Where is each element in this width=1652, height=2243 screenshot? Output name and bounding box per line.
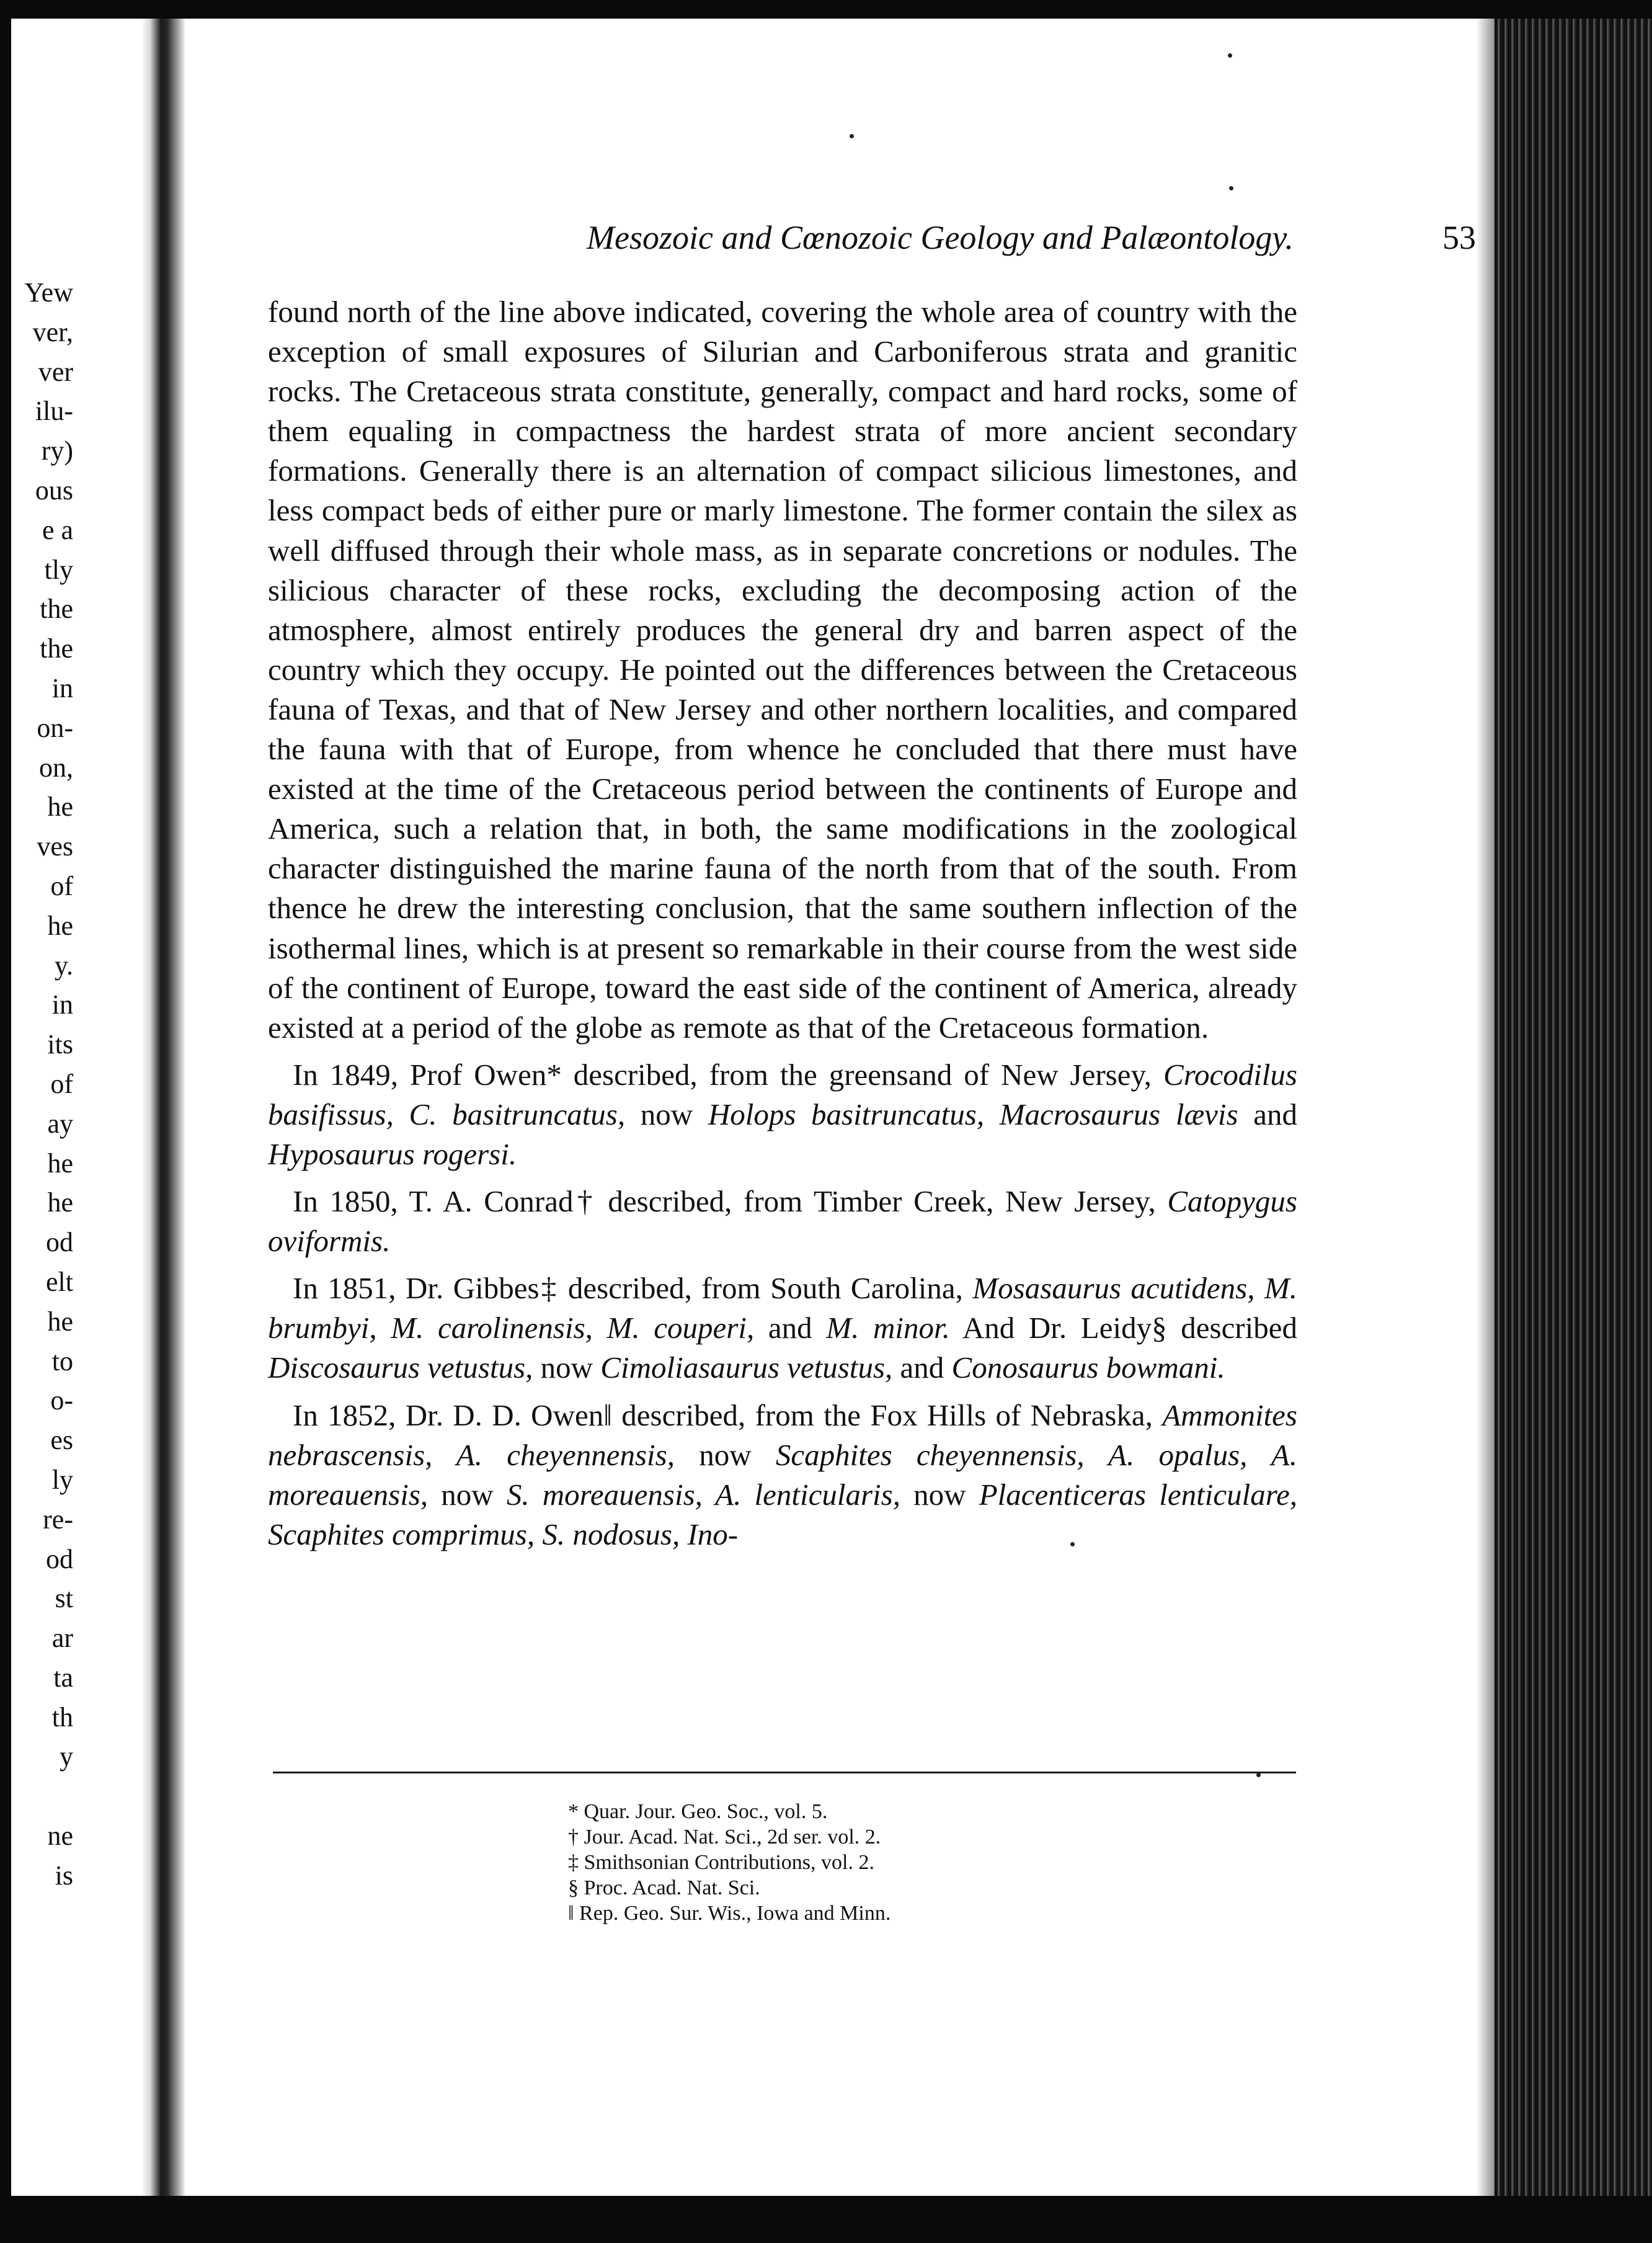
fragment-line: elt [46, 1266, 73, 1297]
species-name: Mosasaurus acutidens, M. brumbyi, M. carolinensis, M. couperi, [268, 1271, 1297, 1345]
fragment-line: ous [35, 475, 73, 506]
footnotes [568, 1799, 1312, 1926]
fragment-line: od [46, 1543, 73, 1574]
text-run: now [625, 1097, 708, 1131]
footnote: † Jour. Acad. Nat. Sci., 2d ser. vol. 2. [568, 1826, 881, 1848]
species-name: Placenticeras lenticulare, Scaphites comprimus, S. nodosus, Ino- [268, 1477, 1297, 1551]
footnote: § Proc. Acad. Nat. Sci. [568, 1876, 760, 1899]
paragraph [268, 1396, 1297, 1554]
text-run: In 1850, T. A. Conrad† described, from Timber Creek, New Jersey, [293, 1184, 1168, 1219]
fragment-line: y. [54, 950, 73, 981]
paragraph [268, 1182, 1297, 1261]
scan-speck [1228, 53, 1232, 58]
fragment-line: ta [53, 1662, 73, 1693]
fragment-line: the [40, 594, 73, 625]
scan-speck [1229, 186, 1233, 190]
text-run: now [533, 1350, 601, 1385]
species-name: M. minor. [826, 1311, 950, 1345]
fragment-line: od [46, 1227, 73, 1258]
text-run: found north of the line above indicated, covering the whole area of country with the exception of small exposures of Silurian and Carboniferous strata and granitic rocks. The Cretaceous strata constitute, generally, compact and hard rocks, some of them equaling in compactness the hardest strata of more ancient secondary formations. Generally there is an alternation of compact silicious limestones, and less compact beds of either pure or marly limestone. The former contain the silex as well diffused through their whole mass, as in separate concretions or nodules. The silicious character of these rocks, excluding the decomposing action of the atmosphere, almost entirely produces the general dry and barren aspect of the country which they occupy. He pointed out the differences between the Cretaceous fauna of Texas, and that of New Jersey and other northern localities, and compared the fauna with that of Europe, from whence he concluded that there must have existed at the time of the Cretaceous period between the continents of Europe and America, such a relation that, in both, the same modifications in the zoological character distinguished the marine fauna of the north from that of the south. From thence he drew the interesting conclusion, that the same southern inflection of the isothermal lines, which is at present so remarkable in their course from the west side of the continent of Europe, toward the east side of the continent of America, already existed at a period of the globe as remote as that of the Cretaceous formation. [268, 295, 1297, 1045]
scan-speck [1070, 1542, 1075, 1546]
fragment-line: in [51, 989, 73, 1020]
fragment-line: st [55, 1583, 73, 1614]
paragraph [268, 1055, 1297, 1174]
body-text [268, 292, 1297, 1562]
scan-speck [1256, 1773, 1261, 1777]
text-run: now [428, 1477, 507, 1512]
species-name: Crocodilus basifissus, C. basitruncatus, [268, 1057, 1297, 1131]
fragment-line: re- [43, 1504, 73, 1535]
fragment-line: y [60, 1741, 73, 1772]
species-name: Holops basitruncatus, Macrosaurus lævis [708, 1097, 1238, 1131]
fragment-line: in [51, 672, 73, 703]
footnote: * Quar. Jour. Geo. Soc., vol. 5. [568, 1800, 828, 1823]
fragment-line: ne [47, 1821, 73, 1852]
footnote: ‖ Rep. Geo. Sur. Wis., Iowa and Minn. [568, 1902, 891, 1925]
footnote-divider [273, 1772, 1296, 1773]
species-name: Catopygus oviformis. [268, 1184, 1297, 1259]
species-name: Conosaurus bowmani. [951, 1350, 1225, 1385]
running-title: Mesozoic and Cœnozoic Geology and Palæontology. [587, 219, 1294, 256]
book-page-edges [1494, 19, 1652, 2196]
paragraph [268, 292, 1297, 1048]
previous-page-fragment [0, 273, 73, 1896]
species-name: Ammonites nebrascensis, A. cheyennensis, [268, 1398, 1297, 1472]
fragment-line: e a [42, 514, 73, 545]
page-number: 53 [1442, 219, 1476, 256]
species-name: Scaphites cheyennensis, A. opalus, A. moreauensis, [268, 1437, 1297, 1512]
fragment-line: es [50, 1425, 73, 1456]
scan-speck [850, 134, 854, 138]
fragment-line: its [47, 1029, 73, 1060]
fragment-line: the [40, 633, 73, 664]
text-run: and [1238, 1097, 1297, 1131]
fragment-line: ver, [32, 316, 73, 347]
fragment-line: of [50, 870, 73, 901]
fragment-line: of [50, 1068, 73, 1099]
fragment-line: th [51, 1701, 73, 1732]
species-name: S. moreauensis, A. lenticularis, [506, 1477, 900, 1512]
fragment-line: ly [51, 1464, 73, 1495]
book-gutter [141, 19, 185, 2196]
fragment-line: he [47, 792, 73, 823]
text-run: now [900, 1477, 979, 1512]
text-run: and [754, 1311, 827, 1345]
text-run: In 1851, Dr. Gibbes‡ described, from South Carolina, [293, 1271, 973, 1306]
footnote: ‡ Smithsonian Contributions, vol. 2. [568, 1851, 874, 1874]
species-name: Hyposaurus rogersi. [268, 1136, 517, 1171]
text-run: In 1852, Dr. D. D. Owen‖ described, from the Fox Hills of Nebraska, [293, 1398, 1163, 1432]
text-run: And Dr. Leidy§ described [949, 1311, 1297, 1345]
fragment-line: to [51, 1345, 73, 1376]
scan-border-bottom [0, 2196, 1652, 2243]
fragment-line: he [47, 1187, 73, 1218]
fragment-line: o- [50, 1385, 73, 1416]
fragment-line: ves [37, 831, 73, 862]
scan-border-top [0, 0, 1652, 19]
fragment-line: on, [39, 752, 73, 783]
fragment-line: ver [38, 356, 73, 387]
book-page [186, 19, 1476, 2196]
text-run: In 1849, Prof Owen* described, from the greensand of New Jersey, [293, 1057, 1164, 1092]
species-name: Cimoliasaurus vetustus, [600, 1350, 893, 1385]
text-run: now [674, 1437, 776, 1472]
fragment-line: ay [47, 1108, 73, 1139]
species-name: Discosaurus vetustus, [268, 1350, 533, 1385]
fragment-line: he [47, 910, 73, 941]
fragment-line: he [47, 1148, 73, 1179]
text-run: and [892, 1350, 952, 1385]
fragment-line: ar [51, 1623, 73, 1654]
fragment-line: Yew [24, 277, 73, 308]
fragment-line: ry) [41, 435, 73, 466]
fragment-line [0, 1777, 73, 1816]
fragment-line: tly [44, 554, 73, 585]
fragment-line: he [47, 1306, 73, 1337]
fragment-line: ilu- [35, 396, 73, 427]
fragment-line: on- [37, 712, 73, 743]
paragraph [268, 1269, 1297, 1388]
fragment-line: is [55, 1860, 73, 1891]
